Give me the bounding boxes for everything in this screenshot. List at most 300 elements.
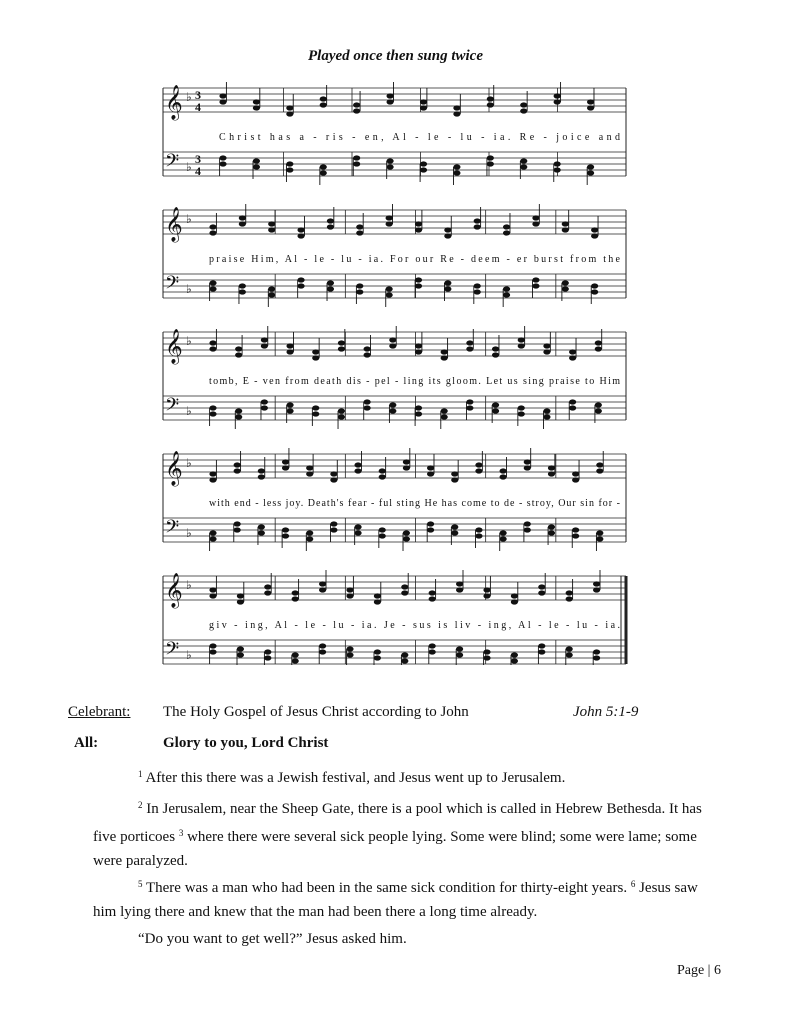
note-head <box>237 646 244 651</box>
note-head <box>346 652 353 657</box>
lyric-syllable: lu <box>333 620 349 631</box>
note-head <box>566 652 573 657</box>
note-head <box>548 530 555 535</box>
note-head <box>239 215 246 220</box>
note-head <box>492 408 499 413</box>
lyric-syllable: Him <box>599 376 620 387</box>
note-head <box>401 590 408 595</box>
note-head <box>566 646 573 651</box>
lyric-syllable: dis <box>346 376 365 387</box>
note-head <box>356 224 363 229</box>
note-head <box>403 465 410 470</box>
note-head <box>286 402 293 407</box>
lyric-syllable: our <box>415 254 439 265</box>
note-head <box>415 343 422 348</box>
lyric-syllable: E <box>242 376 253 387</box>
lyric-syllable: le <box>427 132 445 143</box>
note-head <box>500 468 507 473</box>
note-head <box>268 227 275 232</box>
lyric-syllable: Him, <box>251 254 283 265</box>
bass-clef-icon: 𝄢 <box>165 395 180 420</box>
note-head <box>264 590 271 595</box>
note-head <box>562 227 569 232</box>
note-head <box>543 343 550 348</box>
note-head <box>354 524 361 529</box>
note-head <box>353 108 360 113</box>
lyric-syllable: praise <box>549 376 584 387</box>
celebrant-line <box>0 704 791 724</box>
note-head <box>209 224 216 229</box>
note-head <box>282 533 289 538</box>
note-head <box>320 102 327 107</box>
note-head <box>338 414 345 419</box>
lyric-syllable: - <box>394 376 403 387</box>
note-head <box>587 105 594 110</box>
note-head <box>453 111 460 116</box>
note-head <box>500 530 507 535</box>
lyric-syllable: - <box>366 376 374 387</box>
note-head <box>492 352 499 357</box>
time-signature: 4 <box>195 164 201 178</box>
note-head <box>264 655 271 660</box>
note-head <box>524 521 531 526</box>
note-head <box>338 346 345 351</box>
note-head <box>209 405 216 410</box>
note-head <box>219 93 226 98</box>
note-head <box>261 337 268 342</box>
note-head <box>487 102 494 107</box>
note-head <box>209 286 216 291</box>
note-head <box>319 649 326 654</box>
lyric-syllable: end <box>234 498 255 509</box>
note-head <box>466 405 473 410</box>
note-head <box>587 164 594 169</box>
note-head <box>403 530 410 535</box>
note-head <box>209 643 216 648</box>
lyric-syllable: with <box>209 498 234 509</box>
note-head <box>312 355 319 360</box>
lyric-syllable: - <box>358 254 367 265</box>
note-head <box>453 170 460 175</box>
note-head <box>253 164 260 169</box>
note-head <box>475 527 482 532</box>
lyric-syllable: ing, <box>488 620 516 631</box>
lyric-syllable: to <box>490 498 504 509</box>
lyric-syllable: ia. <box>605 620 620 631</box>
lyric-syllable: - <box>350 620 360 631</box>
lyric-syllable: Let <box>486 376 507 387</box>
note-head <box>330 527 337 532</box>
note-head <box>520 108 527 113</box>
note-head <box>587 99 594 104</box>
lyric-syllable: giv <box>209 620 232 631</box>
note-head <box>364 352 371 357</box>
lyric-syllable: the <box>603 254 621 265</box>
lyric-syllable: Re <box>519 132 541 143</box>
note-head <box>297 283 304 288</box>
lyric-syllable: ia. <box>361 620 382 631</box>
note-head <box>456 652 463 657</box>
note-head <box>327 280 334 285</box>
lyric-syllable: a <box>299 132 310 143</box>
note-head <box>209 649 216 654</box>
note-head <box>569 405 576 410</box>
lyric-syllable: liv <box>454 620 476 631</box>
note-head <box>261 343 268 348</box>
lyric-line <box>209 620 620 631</box>
celebrant-text: The Holy Gospel of Jesus Christ according to John <box>163 704 469 720</box>
note-head <box>237 593 244 598</box>
note-head <box>209 346 216 351</box>
hymn-heading: Played once then sung twice <box>308 48 483 64</box>
note-head <box>282 527 289 532</box>
note-head <box>239 221 246 226</box>
note-head <box>474 224 481 229</box>
lyric-syllable: Death's <box>307 498 347 509</box>
note-head <box>386 164 393 169</box>
bass-clef-icon: 𝄢 <box>165 639 180 664</box>
note-head <box>389 337 396 342</box>
note-head <box>518 343 525 348</box>
lyric-syllable: - <box>477 620 487 631</box>
note-head <box>543 408 550 413</box>
note-head <box>268 221 275 226</box>
lyric-syllable: fear <box>347 498 371 509</box>
verse-number: 3 <box>178 828 184 838</box>
treble-clef-icon: 𝄞 <box>165 573 183 608</box>
note-head <box>569 355 576 360</box>
note-head <box>572 527 579 532</box>
verse-number: 6 <box>630 879 636 889</box>
note-head <box>456 587 463 592</box>
note-head <box>403 459 410 464</box>
treble-clef-icon: 𝄞 <box>165 451 183 486</box>
note-head <box>420 167 427 172</box>
note-head <box>312 405 319 410</box>
verse-paragraph <box>93 927 723 951</box>
lyric-syllable: - <box>415 132 425 143</box>
note-head <box>429 649 436 654</box>
note-head <box>286 161 293 166</box>
lyric-syllable: - <box>330 254 340 265</box>
note-head <box>554 161 561 166</box>
key-signature-flat-icon: ♭ <box>186 578 192 592</box>
note-head <box>595 346 602 351</box>
note-head <box>474 283 481 288</box>
note-head <box>219 155 226 160</box>
note-head <box>209 530 216 535</box>
note-head <box>415 221 422 226</box>
note-head <box>297 227 304 232</box>
treble-clef-icon: 𝄞 <box>165 329 183 364</box>
note-head <box>562 221 569 226</box>
note-head <box>282 459 289 464</box>
lyric-syllable: us <box>507 376 522 387</box>
note-head <box>466 340 473 345</box>
lyric-syllable: ris <box>325 132 349 143</box>
note-head <box>427 527 434 532</box>
key-signature-flat-icon: ♭ <box>186 456 192 470</box>
verse-text: In Jerusalem, near the Sheep Gate, there is a pool which is called in Hebrew Bethesda. It has five porticoes <box>93 801 702 845</box>
key-signature-flat-icon: ♭ <box>186 526 192 540</box>
note-head <box>596 462 603 467</box>
note-head <box>401 584 408 589</box>
note-head <box>306 530 313 535</box>
lyric-syllable: pel <box>374 376 394 387</box>
treble-clef-icon: 𝄞 <box>165 207 183 242</box>
lyric-syllable: - <box>481 132 491 143</box>
lyric-syllable: For <box>389 254 414 265</box>
lyric-syllable: ven <box>262 376 284 387</box>
note-head <box>297 277 304 282</box>
note-head <box>253 105 260 110</box>
note-head <box>587 170 594 175</box>
note-head <box>356 289 363 294</box>
note-head <box>593 655 600 660</box>
note-head <box>566 596 573 601</box>
note-head <box>356 230 363 235</box>
hymn-score <box>160 80 630 665</box>
bass-clef-icon: 𝄢 <box>165 517 180 542</box>
note-head <box>524 465 531 470</box>
note-head <box>209 340 216 345</box>
lyric-syllable: Al <box>284 254 302 265</box>
note-head <box>441 408 448 413</box>
note-head <box>364 405 371 410</box>
note-head <box>524 459 531 464</box>
note-head <box>209 593 216 598</box>
note-head <box>239 283 246 288</box>
note-head <box>591 283 598 288</box>
note-head <box>444 233 451 238</box>
note-head <box>444 286 451 291</box>
note-head <box>354 468 361 473</box>
note-head <box>441 414 448 419</box>
lyric-syllable: is <box>438 620 453 631</box>
lyric-syllable: - <box>402 620 411 631</box>
note-head <box>429 590 436 595</box>
note-head <box>312 349 319 354</box>
lyric-syllable: - <box>518 498 526 509</box>
lyric-syllable: less <box>263 498 285 509</box>
note-head <box>209 587 216 592</box>
note-head <box>401 658 408 663</box>
note-head <box>389 402 396 407</box>
verse-text: Jesus saw him lying there and knew that the man had been there a long time already. <box>93 880 698 920</box>
lyric-syllable: come <box>461 498 490 509</box>
note-head <box>379 474 386 479</box>
note-head <box>593 649 600 654</box>
note-head <box>386 99 393 104</box>
note-head <box>364 346 371 351</box>
note-head <box>518 405 525 410</box>
key-signature-flat-icon: ♭ <box>186 334 192 348</box>
note-head <box>237 652 244 657</box>
time-signature: 4 <box>195 100 201 114</box>
note-head <box>346 587 353 592</box>
note-head <box>403 536 410 541</box>
note-head <box>386 292 393 297</box>
note-head <box>209 471 216 476</box>
note-head <box>483 655 490 660</box>
note-head <box>353 155 360 160</box>
note-head <box>474 289 481 294</box>
note-head <box>330 471 337 476</box>
note-head <box>386 221 393 226</box>
note-head <box>451 471 458 476</box>
key-signature-flat-icon: ♭ <box>186 404 192 418</box>
note-head <box>286 167 293 172</box>
note-head <box>500 474 507 479</box>
note-head <box>209 280 216 285</box>
verse-text: There was a man who had been in the same sick condition for thirty-eight years. <box>145 880 628 896</box>
note-head <box>562 286 569 291</box>
lyric-syllable: has <box>441 498 461 509</box>
note-head <box>511 599 518 604</box>
all-response-line <box>0 735 791 755</box>
time-signature: 3 <box>195 88 201 102</box>
note-head <box>234 527 241 532</box>
note-head <box>466 399 473 404</box>
lyric-syllable: deem <box>471 254 505 265</box>
note-head <box>511 593 518 598</box>
note-head <box>543 349 550 354</box>
lyric-syllable: joice <box>556 132 596 143</box>
note-head <box>548 465 555 470</box>
note-head <box>374 599 381 604</box>
lyric-syllable: sin <box>580 498 598 509</box>
lyric-syllable: Al <box>274 620 293 631</box>
note-head <box>572 533 579 538</box>
lyric-syllable: lu <box>576 620 593 631</box>
key-signature-flat-icon: ♭ <box>186 282 192 296</box>
note-head <box>548 524 555 529</box>
note-head <box>420 161 427 166</box>
note-head <box>441 349 448 354</box>
lyric-syllable: joy. <box>285 498 307 509</box>
lyric-syllable: - <box>234 620 243 631</box>
note-head <box>379 468 386 473</box>
verse-text: where there were several sick people lying. Some were blind; some were lame; some were paralyzed. <box>93 829 697 869</box>
verse-number: 2 <box>138 800 143 810</box>
note-head <box>374 655 381 660</box>
note-head <box>487 96 494 101</box>
note-head <box>353 161 360 166</box>
note-head <box>520 158 527 163</box>
note-head <box>483 649 490 654</box>
lyric-line <box>219 132 620 143</box>
note-head <box>320 170 327 175</box>
lyric-syllable: from <box>569 254 601 265</box>
time-signature: 3 <box>195 152 201 166</box>
key-signature-flat-icon: ♭ <box>186 90 192 104</box>
note-head <box>374 649 381 654</box>
note-head <box>572 477 579 482</box>
note-head <box>511 652 518 657</box>
lyric-syllable: - <box>322 620 331 631</box>
lyric-syllable: - <box>506 254 515 265</box>
note-head <box>492 402 499 407</box>
note-head <box>595 402 602 407</box>
lyric-syllable: le <box>305 620 320 631</box>
note-head <box>451 477 458 482</box>
lyric-syllable: - <box>255 498 263 509</box>
note-head <box>386 158 393 163</box>
lyric-line <box>209 498 620 509</box>
lyric-line <box>209 254 621 265</box>
bass-clef-icon: 𝄢 <box>165 151 180 176</box>
note-head <box>253 99 260 104</box>
note-head <box>538 590 545 595</box>
note-head <box>258 530 265 535</box>
note-head <box>415 227 422 232</box>
note-head <box>209 411 216 416</box>
note-head <box>500 536 507 541</box>
lyric-syllable: ing, <box>244 620 273 631</box>
verse-paragraph <box>93 872 723 924</box>
note-head <box>524 527 531 532</box>
note-head <box>235 414 242 419</box>
note-head <box>261 399 268 404</box>
note-head <box>268 286 275 291</box>
lyric-syllable: tomb, <box>209 376 242 387</box>
lyric-syllable: and <box>598 132 620 143</box>
note-head <box>235 408 242 413</box>
note-head <box>532 215 539 220</box>
note-head <box>591 233 598 238</box>
lyric-syllable: its <box>428 376 445 387</box>
note-head <box>415 277 422 282</box>
lyric-syllable: - <box>543 132 553 143</box>
verse-paragraph <box>93 793 723 873</box>
treble-clef-icon: 𝄞 <box>165 85 183 120</box>
lyric-syllable: en, <box>364 132 389 143</box>
note-head <box>566 590 573 595</box>
lyric-syllable: for <box>598 498 616 509</box>
note-head <box>492 346 499 351</box>
verse-paragraph <box>93 762 723 790</box>
note-head <box>554 93 561 98</box>
note-head <box>429 596 436 601</box>
lyric-syllable: praise <box>209 254 249 265</box>
note-head <box>427 465 434 470</box>
note-head <box>297 233 304 238</box>
note-head <box>338 340 345 345</box>
note-head <box>379 533 386 538</box>
lyric-syllable: - <box>294 620 303 631</box>
lyric-syllable: - <box>616 498 620 509</box>
note-head <box>569 399 576 404</box>
note-head <box>453 105 460 110</box>
note-head <box>554 167 561 172</box>
note-head <box>569 349 576 354</box>
note-head <box>264 649 271 654</box>
note-head <box>451 524 458 529</box>
note-head <box>456 646 463 651</box>
note-head <box>475 462 482 467</box>
lyric-syllable: - <box>460 254 469 265</box>
note-head <box>319 587 326 592</box>
note-head <box>261 405 268 410</box>
note-head <box>420 99 427 104</box>
note-head <box>364 399 371 404</box>
bass-clef-icon: 𝄢 <box>165 273 180 298</box>
note-head <box>319 643 326 648</box>
lyric-syllable: - <box>371 498 378 509</box>
note-head <box>374 593 381 598</box>
lyric-syllable: er <box>516 254 532 265</box>
note-head <box>282 465 289 470</box>
